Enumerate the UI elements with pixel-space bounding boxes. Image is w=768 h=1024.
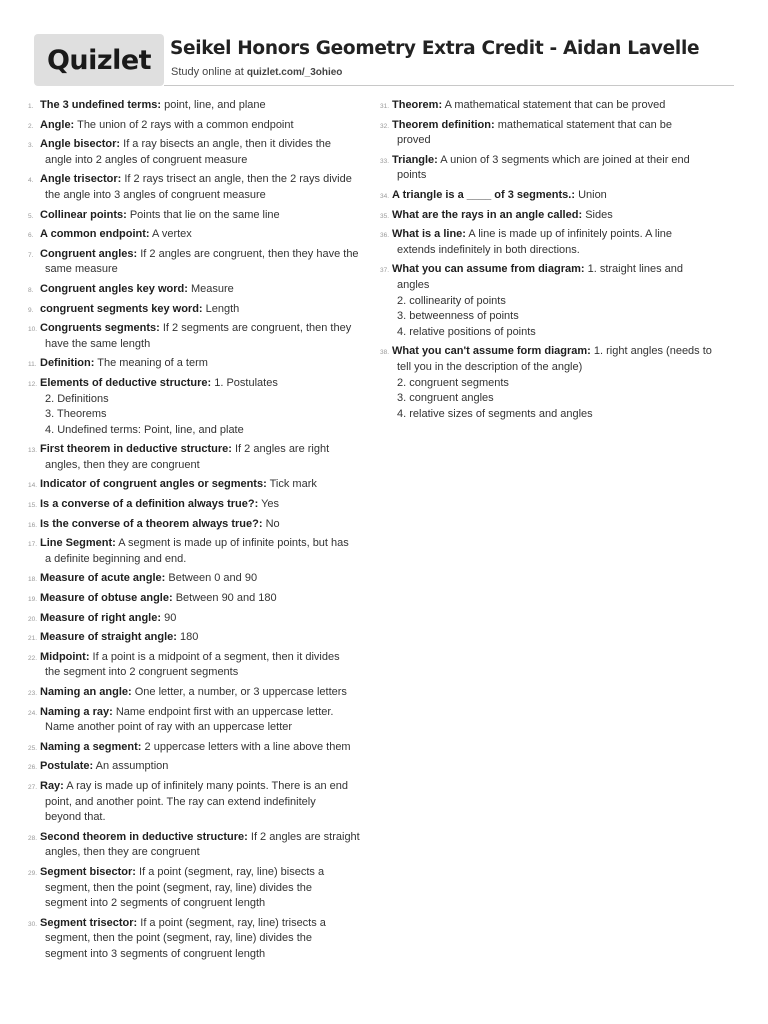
flashcard-item [380,262,726,340]
item-definition-continued: segment into 2 segments of congruent length [45,897,266,910]
item-first-line [40,303,239,315]
item-definition: A vertex [152,228,192,241]
item-number: 21. [28,635,38,643]
flashcard-item [28,630,374,646]
study-online-line [171,66,342,78]
item-term: Naming an angle: [40,686,132,698]
item-number: 37. [380,267,390,275]
item-definition: Tick mark [269,478,317,491]
item-term: First theorem in deductive structure: [40,443,232,456]
item-definition: No [265,517,280,530]
flashcard-item [28,571,374,587]
flashcard-item [28,705,374,736]
flashcard-item [28,118,374,134]
item-definition-continued: segment, then the point (segment, ray, line) divides the [45,932,312,945]
item-definition-continued: 2. Definitions [45,392,109,405]
item-definition-continued: point, and another point. The ray can extend indefinitely [45,795,316,808]
item-definition: If a point (segment, ray, line) trisects a [140,916,326,929]
flashcard-item [380,227,726,258]
item-term: Line Segment: [40,537,116,550]
flashcard-item [28,302,374,318]
item-term: Measure of straight angle: [40,631,177,644]
item-definition: The union of 2 rays with a common endpoint [77,118,294,131]
flashcard-item [28,227,374,243]
item-definition: Points that lie on the same line [129,208,280,221]
item-first-line [40,322,351,334]
item-first-line [40,612,176,624]
item-term: Segment trisector: [40,916,138,929]
flashcard-item [28,321,374,352]
item-number: 36. [380,232,390,240]
item-term: Elements of deductive structure: [40,376,212,389]
item-definition: Length [205,302,240,315]
flashcard-item [380,344,726,422]
flashcard-item [28,137,374,168]
item-definition-continued: 2. congruent segments [397,376,509,389]
item-definition: One letter, a number, or 3 uppercase letters [134,686,347,698]
item-term: Angle bisector: [40,138,121,151]
item-term: Triangle: [392,153,438,166]
item-definition: If a point (segment, ray, line) bisects a [139,865,325,878]
item-definition-continued: 3. betweenness of points [397,310,519,323]
item-definition-continued: segment, then the point (segment, ray, line) divides the [45,881,312,894]
item-definition-continued: angles, then they are congruent [45,846,200,859]
item-definition: An assumption [95,760,169,773]
item-first-line [392,209,613,221]
item-definition: 2 uppercase letters with a line above them [144,740,351,753]
flashcard-item [28,282,374,298]
item-definition: 1. Postulates [214,376,278,389]
flashcard-item [380,98,726,114]
item-first-line [40,572,257,584]
item-term: Measure of obtuse angle: [40,592,173,605]
item-definition: Union [578,188,607,201]
item-term: A common endpoint: [40,228,150,241]
item-number: 34. [380,192,390,200]
item-first-line [392,228,672,240]
item-first-line [40,248,359,260]
item-term: Ray: [40,779,64,792]
item-first-line [40,209,280,221]
item-number: 23. [28,690,38,697]
item-definition: A line is made up of infinitely points. A line [468,228,673,241]
item-definition-continued: 2. collinearity of points [397,294,506,307]
item-first-line [392,119,672,131]
item-definition: A segment is made up of infinite points, but has [118,537,349,550]
item-term: Angle: [40,118,75,131]
item-number: 16. [28,521,38,529]
item-first-line [392,345,712,357]
item-term: Congruents segments: [40,322,160,335]
flashcard-item [28,591,374,607]
item-definition: A mathematical statement that can be proved [444,99,666,111]
item-first-line [40,631,198,643]
item-term: What are the rays in an angle called: [392,208,583,221]
item-definition-continued: 4. relative sizes of segments and angles [397,407,593,420]
item-definition: mathematical statement that can be [497,118,672,131]
flashcard-item [380,118,726,149]
quizlet-logo: Quizlet [34,34,164,86]
item-definition: If a ray bisects an angle, then it divides the [123,138,332,151]
item-definition-continued: angle into 2 angles of congruent measure [45,153,248,166]
item-term: Measure of acute angle: [40,572,166,585]
item-term: Midpoint: [40,650,90,663]
item-definition: 180 [179,631,199,644]
item-number: 24. [28,709,38,717]
item-term: Is a converse of a definition always true?: [40,498,259,511]
item-number: 38. [380,349,390,357]
item-first-line [40,651,340,663]
item-term: Congruent angles: [40,247,138,260]
item-first-line [40,866,324,878]
item-term: Theorem: [392,99,443,111]
item-number: 22. [28,654,38,662]
item-term: What you can assume from diagram: [392,263,585,276]
item-first-line [40,377,278,389]
item-definition-continued: tell you in the description of the angle) [397,360,583,373]
item-definition: If 2 rays trisect an angle, then the 2 rays divide [124,173,352,186]
item-definition: If 2 segments are congruent, then they [162,322,352,335]
flashcard-item [28,477,374,493]
flashcard-item [28,98,374,114]
item-definition-continued: points [397,169,427,182]
item-number: 5. [28,212,34,220]
item-term: Indicator of congruent angles or segments: [40,478,267,491]
flashcard-item [28,916,374,963]
item-first-line [40,831,360,843]
flashcard-item [28,172,374,203]
header-divider [164,85,734,86]
item-first-line [40,478,317,490]
item-definition: Between 0 and 90 [168,572,258,585]
item-number: 33. [380,157,390,165]
item-number: 6. [28,232,34,240]
item-term: A triangle is a ____ of 3 segments.: [392,188,575,201]
item-first-line [40,99,266,111]
item-first-line [40,741,351,753]
item-number: 1. [28,103,34,110]
item-definition: Yes [261,498,280,511]
item-number: 29. [28,869,38,877]
item-definition-continued: have the same length [45,337,151,350]
flashcard-item [380,153,726,184]
flashcard-item [28,376,374,438]
item-definition-continued: Name another point of ray with an uppercase letter [45,721,293,734]
item-definition: If 2 angles are straight [250,830,360,843]
flashcard-item [28,536,374,567]
study-url-link[interactable]: quizlet.com/_3ohieo [246,67,343,78]
item-number: 18. [28,576,38,584]
item-term: Measure of right angle: [40,611,162,624]
flashcard-item [28,442,374,473]
item-definition-continued: a definite beginning and end. [45,552,187,565]
item-number: 17. [28,541,38,549]
item-number: 10. [28,326,38,334]
item-first-line [40,173,352,185]
flashcard-item [28,497,374,513]
flashcard-item [380,188,726,204]
flashcard-item [28,740,374,756]
item-definition-continued: 4. Undefined terms: Point, line, and plate [45,423,244,436]
item-definition: 1. straight lines and [587,263,683,276]
item-definition: Sides [585,208,613,221]
item-first-line [40,917,326,929]
item-term: Angle trisector: [40,173,122,186]
item-definition: Between 90 and 180 [175,592,277,605]
item-number: 32. [380,122,390,130]
item-definition-continued: angles [397,278,430,291]
item-first-line [40,518,280,530]
item-first-line [392,99,665,111]
flashcard-item [28,685,374,701]
item-term: Segment bisector: [40,865,136,878]
item-number: 14. [28,482,38,490]
flashcard-item [28,247,374,278]
item-definition: If 2 angles are right [235,443,330,456]
item-first-line [40,592,277,604]
item-definition: A ray is made up of infinitely many points. There is an end [66,779,348,792]
item-number: 28. [28,834,38,842]
flashcard-item [380,208,726,224]
item-definition-continued: beyond that. [45,811,106,824]
item-definition: A union of 3 segments which are joined at their end [440,153,690,166]
item-first-line [392,189,607,201]
item-first-line [40,228,192,240]
flashcard-item [28,830,374,861]
item-first-line [40,283,234,295]
item-number: 4. [28,177,34,185]
item-number: 8. [28,286,34,294]
item-first-line [40,780,348,792]
flashcard-item [28,208,374,224]
item-term: Naming a ray: [40,705,113,718]
item-term: Theorem definition: [392,118,495,131]
item-term: Second theorem in deductive structure: [40,830,248,843]
item-definition: Measure [190,282,234,295]
item-definition-continued: segment into 3 segments of congruent length [45,947,266,960]
item-number: 31. [380,103,390,110]
item-definition-continued: extends indefinitely in both directions. [397,243,580,256]
page-title: Seikel Honors Geometry Extra Credit - Aidan Lavelle [170,38,700,59]
item-number: 13. [28,447,38,455]
item-first-line [40,686,347,698]
item-definition: Name endpoint first with an uppercase letter. [115,705,334,718]
item-number: 25. [28,744,38,752]
item-definition: If 2 angles are congruent, then they have the [140,247,359,260]
item-term: Postulate: [40,760,94,773]
item-definition-continued: 4. relative positions of points [397,325,536,338]
item-first-line [392,263,683,275]
item-definition: The meaning of a term [97,357,208,370]
item-definition: point, line, and plane [164,99,266,111]
right-column [380,98,726,426]
item-number: 20. [28,615,38,623]
item-term: Collinear points: [40,208,127,221]
item-term: Definition: [40,357,95,370]
item-term: Naming a segment: [40,740,142,753]
item-first-line [392,154,690,166]
item-definition-continued: same measure [45,263,118,276]
item-definition: 90 [164,611,177,624]
item-term: Is the converse of a theorem always true?: [40,517,263,530]
item-number: 7. [28,251,34,259]
flashcard-item [28,650,374,681]
item-first-line [40,357,208,369]
item-term: What is a line: [392,228,466,241]
item-definition-continued: the angle into 3 angles of congruent measure [45,188,266,201]
item-first-line [40,443,329,455]
item-first-line [40,498,279,510]
item-number: 26. [28,764,38,772]
item-definition-continued: 3. congruent angles [397,392,494,405]
flashcard-item [28,611,374,627]
item-first-line [40,119,294,131]
item-definition-continued: angles, then they are congruent [45,458,200,471]
item-term: Congruent angles key word: [40,282,188,295]
item-first-line [40,138,331,150]
item-term: What you can't assume form diagram: [392,345,591,358]
item-first-line [40,706,334,718]
item-term: congruent segments key word: [40,302,203,315]
flashcard-item [28,517,374,533]
item-number: 12. [28,380,38,388]
item-number: 2. [28,122,34,130]
flashcard-item [28,759,374,775]
item-first-line [40,760,168,772]
item-number: 9. [28,306,34,314]
item-definition: If a point is a midpoint of a segment, then it divides [92,650,340,663]
item-definition-continued: proved [397,134,431,147]
item-number: 19. [28,596,38,604]
study-online-label: Study online at [171,66,244,78]
flashcard-item [28,865,374,912]
item-definition: 1. right angles (needs to [593,345,712,358]
item-first-line [40,537,349,549]
item-number: 30. [28,920,38,928]
item-term: The 3 undefined terms: [40,99,162,111]
item-definition-continued: the segment into 2 congruent segments [45,666,239,679]
item-number: 11. [28,361,37,369]
left-column [28,98,374,967]
item-number: 27. [28,783,38,791]
flashcard-item [28,356,374,372]
item-number: 15. [28,502,38,510]
flashcard-item [28,779,374,826]
item-number: 35. [380,212,390,220]
item-number: 3. [28,142,34,150]
item-definition-continued: 3. Theorems [45,408,107,421]
